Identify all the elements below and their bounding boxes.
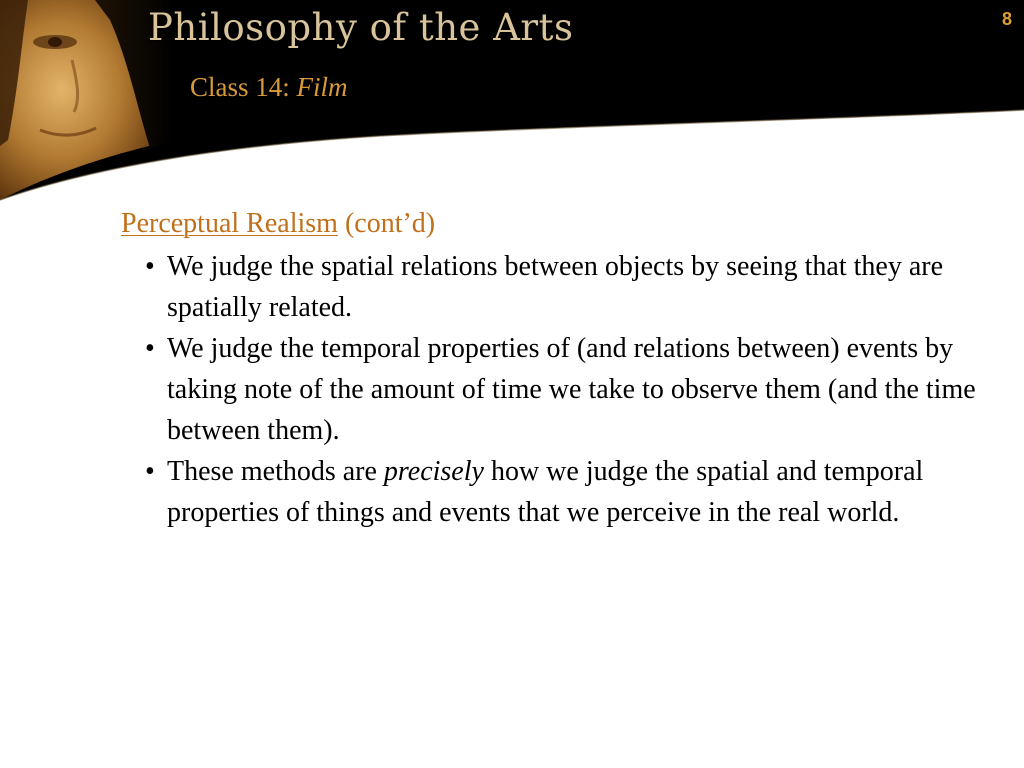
course-title: Philosophy of the Arts [148,6,574,49]
bullet-text: We judge the temporal properties of (and relations between) events by taking note of the amount of time we take to observe them (and the time between them). [167,333,976,446]
slide-body [121,204,1011,533]
bullet-item [121,328,1011,451]
heading-suffix: (cont’d) [344,208,436,239]
bullet-emphasis: precisely [383,456,484,487]
bullet-list [121,246,1011,533]
bullet-icon: • [145,333,155,364]
class-number: Class 14: [190,72,290,102]
perceptual-realism-link[interactable]: Perceptual Realism [121,208,338,239]
bullet-icon: • [145,251,155,282]
slide-number: 8 [1001,9,1012,29]
bullet-item [121,246,1011,328]
bullet-text-before: These methods are [167,456,377,487]
section-heading [121,204,1011,244]
bullet-text-after: how we judge the spatial and temporal properties of things and events that we perceive in the real world. [167,456,924,528]
bullet-icon: • [145,456,155,487]
class-subtitle [190,72,348,103]
bullet-text: We judge the spatial relations between objects by seeing that they are spatially related. [167,251,944,323]
class-topic: Film [296,72,348,102]
bullet-item [121,451,1011,533]
